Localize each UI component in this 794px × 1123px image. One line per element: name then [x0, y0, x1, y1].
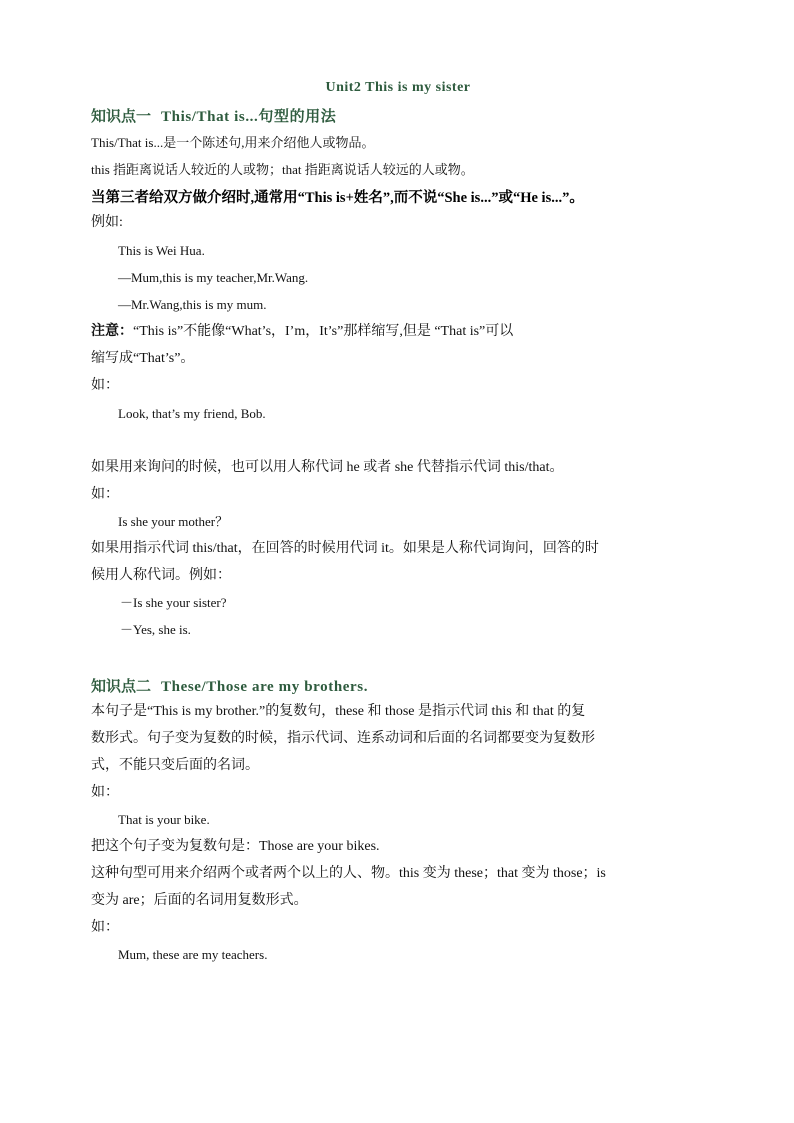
s2-para1b: 数形式。句子变为复数的时候，指示代词、连系动词和后面的名词都要变为复数形 — [91, 731, 595, 746]
s2-para3a: 这种句型可用来介绍两个或者两个以上的人、物。this 变为 these；that 变为 those；is — [91, 866, 606, 881]
s1-example-5: Is she your mother？ — [118, 514, 229, 529]
s2-example-2: Mum, these are my teachers. — [118, 947, 268, 962]
s1-line3: 当第三者给双方做介绍时,通常用“This is+姓名”,而不说“She is...”或“He is...”。 — [91, 190, 584, 206]
section2-heading-cn: 知识点二 — [91, 679, 152, 695]
s1-para3a: 如果用指示代词 this/that，在回答的时候用代词 it。如果是人称代词询问，回答的时 — [91, 541, 599, 556]
s1-ru-2: 如： — [91, 487, 119, 502]
document-title: Unit2 This is my sister — [325, 80, 471, 95]
s1-example-6: －Is she your sister? — [120, 595, 227, 610]
s2-ru-2: 如： — [91, 920, 119, 935]
section2-heading-en: These/Those are my brothers. — [161, 679, 369, 695]
section1-heading-cn: 知识点一 — [91, 109, 152, 125]
s2-para2: 把这个句子变为复数句是：Those are your bikes. — [91, 839, 380, 854]
s2-ru-1: 如： — [91, 785, 119, 800]
s1-note — [91, 322, 513, 342]
s2-example-1: That is your bike. — [118, 812, 210, 827]
s1-note-text-2: 缩写成“That’s”。 — [91, 351, 195, 366]
s1-note-text: “This is”不能像“What’s，I’m，It’s”那样缩写,但是 “That is”可以 — [133, 324, 514, 339]
s1-para3b: 候用人称代词。例如： — [91, 568, 231, 583]
s1-line2: this 指距离说话人较近的人或物；that 指距离说话人较远的人或物。 — [91, 162, 474, 177]
s2-para3b: 变为 are；后面的名词用复数形式。 — [91, 893, 308, 908]
s1-para2: 如果用来询问的时候，也可以用人称代词 he 或者 she 代替指示代词 this/that。 — [91, 460, 564, 475]
section2-heading — [91, 675, 368, 696]
s1-ru-1: 如： — [91, 378, 119, 393]
s1-example-label: 例如: — [91, 215, 123, 230]
s2-para1a: 本句子是“This is my brother.”的复数句，these 和 those 是指示代词 this 和 that 的复 — [91, 704, 586, 719]
s1-example-4: Look, that’s my friend, Bob. — [118, 406, 266, 421]
s1-example-3: —Mr.Wang,this is my mum. — [118, 297, 267, 312]
s1-example-2: —Mum,this is my teacher,Mr.Wang. — [118, 270, 309, 285]
s1-example-7: －Yes, she is. — [120, 622, 191, 637]
s1-note-label: 注意： — [91, 324, 133, 339]
s1-example-1: This is Wei Hua. — [118, 243, 205, 258]
section1-heading-en: This/That is...句型的用法 — [161, 109, 337, 125]
s2-para1c: 式，不能只变后面的名词。 — [91, 758, 259, 773]
section1-heading — [91, 105, 336, 126]
s1-line1: This/That is...是一个陈述句,用来介绍他人或物品。 — [91, 135, 375, 150]
